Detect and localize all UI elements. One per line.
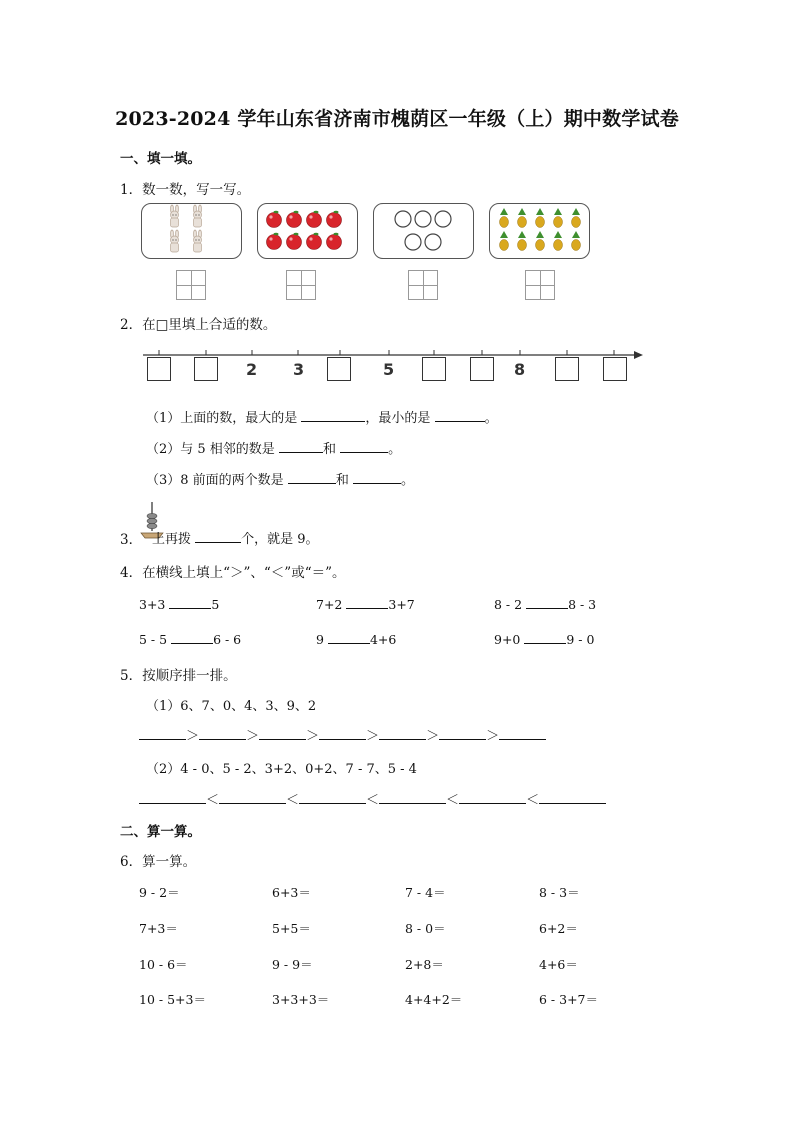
- number-box-3[interactable]: [327, 357, 351, 381]
- calc-item: 7+3＝: [139, 921, 178, 936]
- counting-card-pineapples: [489, 203, 590, 259]
- calc-item: 8 - 3＝: [539, 885, 580, 900]
- circle-icon: [374, 204, 475, 260]
- calc-item: 4+6＝: [539, 957, 578, 972]
- answer-blank[interactable]: [459, 791, 526, 804]
- number-box-5[interactable]: [470, 357, 494, 381]
- calc-item: 6+3＝: [272, 885, 311, 900]
- answer-grid-3[interactable]: [408, 270, 438, 300]
- answer-grid-2[interactable]: [286, 270, 316, 300]
- answer-blank[interactable]: [499, 727, 546, 740]
- answer-blank[interactable]: [139, 727, 186, 740]
- calc-item: 6+2＝: [539, 921, 578, 936]
- answer-blank[interactable]: [301, 409, 365, 422]
- calc-item: 6 - 3+7＝: [539, 992, 599, 1007]
- number-label-8: 8: [514, 360, 526, 379]
- section-heading-fill: 一、填一填。: [120, 151, 201, 167]
- answer-blank[interactable]: [319, 727, 366, 740]
- answer-blank[interactable]: [171, 631, 213, 644]
- ordering-line-2: ＜ ＜ ＜ ＜ ＜: [139, 789, 606, 808]
- answer-blank[interactable]: [259, 727, 306, 740]
- question-5-sub1: （1）6、7、0、4、3、9、2: [146, 699, 317, 714]
- answer-blank[interactable]: [353, 471, 401, 484]
- number-box-7[interactable]: [603, 357, 627, 381]
- compare-item: 3+3 5: [139, 597, 220, 612]
- number-label-3: 3: [293, 360, 305, 379]
- calc-item: 9 - 2＝: [139, 885, 180, 900]
- answer-blank[interactable]: [379, 791, 446, 804]
- number-label-5: 5: [383, 360, 395, 379]
- answer-grid-1[interactable]: [176, 270, 206, 300]
- answer-blank[interactable]: [139, 791, 206, 804]
- compare-item: 8 - 2 8 - 3: [494, 597, 597, 612]
- page-title: 2023-2024 学年山东省济南市槐荫区一年级（上）期中数学试卷: [115, 108, 679, 130]
- compare-item: 7+2 3+7: [316, 597, 415, 612]
- question-2-label: 2．在□里填上合适的数。: [120, 317, 277, 333]
- question-1-label: 1．数一数，写一写。: [120, 182, 251, 198]
- answer-blank[interactable]: [199, 727, 246, 740]
- question-3-text: 上再拨 个，就是 9。: [152, 532, 319, 547]
- question-2-sub2: （2）与 5 相邻的数是 和 。: [146, 442, 402, 457]
- compare-item: 9 4+6: [316, 632, 397, 647]
- calc-item: 9 - 9＝: [272, 957, 313, 972]
- rabbit-icon: [142, 204, 243, 260]
- answer-blank[interactable]: [439, 727, 486, 740]
- answer-blank[interactable]: [279, 440, 323, 453]
- section-heading-calculate: 二、算一算。: [120, 824, 201, 840]
- answer-blank[interactable]: [288, 471, 336, 484]
- question-3-number: 3．: [120, 532, 143, 548]
- counting-card-circles: [373, 203, 474, 259]
- number-box-2[interactable]: [194, 357, 218, 381]
- ordering-line-1: ＞ ＞ ＞ ＞ ＞ ＞: [139, 725, 546, 744]
- calc-item: 2+8＝: [405, 957, 444, 972]
- answer-blank[interactable]: [346, 596, 388, 609]
- calc-item: 10 - 6＝: [139, 957, 188, 972]
- question-6-label: 6．算一算。: [120, 854, 197, 870]
- answer-blank[interactable]: [195, 530, 241, 543]
- number-box-4[interactable]: [422, 357, 446, 381]
- answer-blank[interactable]: [435, 409, 485, 422]
- answer-blank[interactable]: [526, 596, 568, 609]
- counting-card-rabbits: [141, 203, 242, 259]
- answer-grid-4[interactable]: [525, 270, 555, 300]
- number-label-2: 2: [246, 360, 258, 379]
- answer-blank[interactable]: [524, 631, 566, 644]
- question-2-sub1: （1）上面的数，最大的是 ，最小的是 。: [146, 411, 498, 426]
- question-5-label: 5．按顺序排一排。: [120, 668, 237, 684]
- calc-item: 7 - 4＝: [405, 885, 446, 900]
- calc-item: 4+4+2＝: [405, 992, 463, 1007]
- compare-item: 9+0 9 - 0: [494, 632, 595, 647]
- calc-item: 5+5＝: [272, 921, 311, 936]
- answer-blank[interactable]: [219, 791, 286, 804]
- question-4-label: 4．在横线上填上“＞”、“＜”或“＝”。: [120, 565, 346, 581]
- answer-blank[interactable]: [299, 791, 366, 804]
- calc-item: 3+3+3＝: [272, 992, 330, 1007]
- answer-blank[interactable]: [340, 440, 388, 453]
- number-box-1[interactable]: [147, 357, 171, 381]
- question-5-sub2: （2）4 - 0、5 - 2、3+2、0+2、7 - 7、5 - 4: [146, 762, 417, 777]
- answer-blank[interactable]: [169, 596, 211, 609]
- pineapple-icon: [490, 204, 591, 260]
- question-2-sub3: （3）8 前面的两个数是 和 。: [146, 473, 414, 488]
- answer-blank[interactable]: [328, 631, 370, 644]
- counting-card-apples: [257, 203, 358, 259]
- answer-blank[interactable]: [379, 727, 426, 740]
- compare-item: 5 - 5 6 - 6: [139, 632, 242, 647]
- calc-item: 8 - 0＝: [405, 921, 446, 936]
- number-box-6[interactable]: [555, 357, 579, 381]
- apple-icon: [258, 204, 359, 260]
- calc-item: 10 - 5+3＝: [139, 992, 206, 1007]
- answer-blank[interactable]: [539, 791, 606, 804]
